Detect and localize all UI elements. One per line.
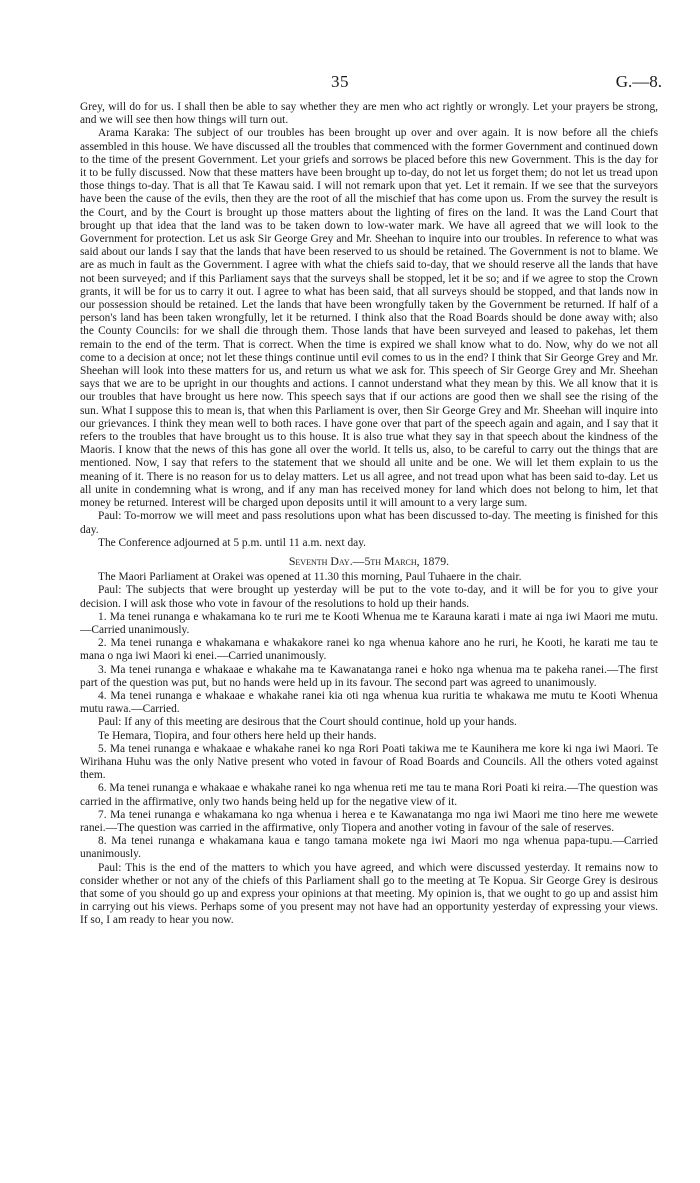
- resolution-item: 8. Ma tenei runanga e whakamana kaua e tango tamana mokete nga iwi Maori mo nga whenua papa-tupu.—Carried unanimously.: [80, 835, 658, 861]
- resolution-item: 7. Ma tenei runanga e whakamana ko nga whenua i herea e te Kawanatanga mo nga iwi Maori me tino here me wewete ranei.—The question was carried in the affirmative, only Tiopera and another voting in favour of the sale of reserves.: [80, 808, 658, 834]
- paragraph: Paul: If any of this meeting are desirous that the Court should continue, hold up your hands.: [98, 716, 517, 729]
- paragraph: Arama Karaka: The subject of our troubles has been brought up over and over again. It is now before all the chiefs assembled in this house. We have discussed all the troubles that commenced with the former Government and continued down to the time of the present Government. Let your griefs and sorrows be placed before this new Government. This is the day for it to be fully discussed. Now that these matters have been brought up to-day, do not let us forget them; do not let us tread upon those things to-day. That is all that Te Kawau said. I will not remark upon that yet. Let it remain. If we see that the surveyors have been the cause of the evils, then they are the root of all the mischief that has come upon us. From the survey the result is the Court, and by the Court is brought up those matters about the lighting of fires on the land. It was the Land Court that brought up that idea that the land was to be taken down to low-water mark. We have all agreed that we will look to the Government for protection. Let us ask Sir George Grey and Mr. Sheehan to inquire into our troubles. In reference to what was said about our lands I say that the lands that have been reserved to us should be retained. The Government is not to blame. We are as much in fault as the Government. I agree with what the chiefs said to-day, that we should reserve all the lands that have not been surveyed; and if this Parliament says that the surveys shall be stopped, let it be so; and if we agree to stop the Crown grants, it will be for us to carry it out. I agree to what has been said, that all surveys should be stopped, and that lands now in our possession should be retained. Let the lands that have been wrongfully taken by the Government be returned. If half of a person's land has been taken wrongfully, let it be returned. I think also that the Road Boards should be done away with; also the County Councils: for we shall die through them. Those lands that have been surveyed and leased to pakehas, let them remain to the end of the term. That is correct. When the time is expired we shall know what to do. Now, why do we not all come to a decision at once; not let these things continue until evil comes to us in the end? I think that Sir George Grey and Mr. Sheehan will look into these matters for us, and return us what we ask for. This speech of Sir George Grey and Mr. Sheehan says that we are to be upright in our thoughts and actions. I cannot understand what they mean by this. We all know that it is our troubles that have brought us here now. This speech says that if our actions are good then we shall see the rising of the sun. What I suppose this to mean is, that when this Parliament is over, then Sir George Grey and Mr. Sheehan will inquire into our grievances. I think they mean well to both races. I have gone over that part of the speech again and again, and I say that it refers to the troubles that have brought us to this house. It is also true what they say in that speech about the kindness of the Maoris. I know that the news of this has gone all over the world. It tells us, also, to be careful to carry out the things that are mentioned. Now, I say that refers to the statement that we should all unite and be one. We will let them explain to us the meaning of it. There is no reason for us to delay matters. Let us all agree, and not tread upon what has been said to-day. Let us all unite in condemning what is wrong, and if any man has received money for land which does not belong to him, let that money be returned. Interest will be charged upon deposits until it will amount to a very large sum.: [80, 127, 658, 510]
- document-body: [80, 101, 658, 928]
- paragraph: Grey, will do for us. I shall then be able to say whether they are men who act rightly or wrongly. Let your prayers be strong, and we will see then how things will turn out.: [80, 101, 658, 127]
- document-reference: G.—8.: [615, 72, 662, 91]
- section-heading: Seventh Day.—5th March, 1879.: [288, 553, 450, 568]
- paragraph: Paul: To-morrow we will meet and pass resolutions upon what has been discussed to-day. The meeting is finished for this day.: [80, 510, 658, 536]
- resolution-item: 2. Ma tenei runanga e whakamana e whakakore ranei ko nga whenua kahore ano he ruri, he Kooti, he karati me tau te mana o nga iwi Maori ki enei.—Carried unanimously.: [80, 637, 658, 663]
- resolution-item: 3. Ma tenei runanga e whakaae e whakahe ma te Kawanatanga ranei e hoko nga whenua ma te pakeha ranei.—The first part of the question was put, but no hands were held up in its favour. The second part was agreed to unanimously.: [80, 663, 658, 689]
- resolution-item: 5. Ma tenei runanga e whakaae e whakahe ranei ko nga Rori Poati takiwa me te Kaunihera me kore ki nga iwi Maori. Te Wirihana Huhu was the only Native present who voted in favour of Road Boards and Councils. All the others voted against them.: [80, 742, 658, 782]
- resolution-item: 1. Ma tenei runanga e whakamana ko te ruri me te Kooti Whenua me te Karauna karati i mate ai nga iwi Maori me mutu.—Carried unanimously.: [80, 610, 658, 636]
- paragraph: Te Hemara, Tiopira, and four others here held up their hands.: [98, 729, 377, 742]
- resolution-item: 6. Ma tenei runanga e whakaae e whakahe ranei ko nga whenua reti me tau te mana Rori Poati ki reira.—The question was carried in the affirmative, only two hands being held up for the negative view of it.: [80, 782, 658, 808]
- resolution-item: 4. Ma tenei runanga e whakaae e whakahe ranei kia oti nga whenua kua ruritia te whakawa me mutu te Kooti Whenua mutu rawa.—Carried.: [80, 689, 658, 716]
- paragraph: Paul: This is the end of the matters to which you have agreed, and which were discussed yesterday. It remains now to consider whether or not any of the chiefs of this Parliament shall go to the meeting at Te Kopua. Sir George Grey is desirous that some of you should go up and express your opinions at that meeting. My opinion is, that we ought to go up and assist him in carrying out his views. Perhaps some of you present may not have had an opportunity yesterday of expressing your views. If so, I am ready to hear you now.: [80, 861, 658, 927]
- page-number: 35: [331, 72, 349, 91]
- paragraph: Paul: The subjects that were brought up yesterday will be put to the vote to-day, and it will be for you to give your decision. I will ask those who vote in favour of the resolutions to hold up their hands.: [80, 584, 658, 610]
- paragraph: The Conference adjourned at 5 p.m. until 11 a.m. next day.: [98, 536, 367, 549]
- paragraph: The Maori Parliament at Orakei was opened at 11.30 this morning, Paul Tuhaere in the chair.: [98, 571, 522, 584]
